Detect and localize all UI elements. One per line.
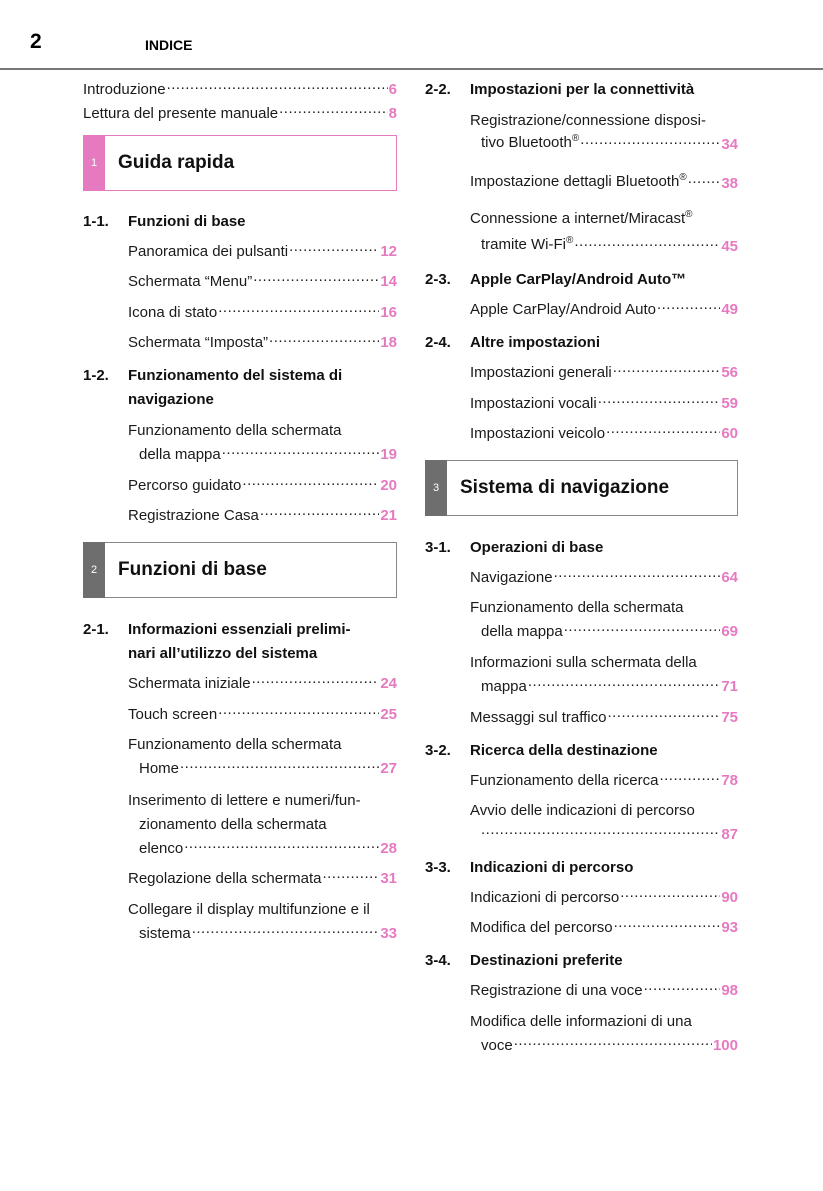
toc-entry[interactable]: Funzionamento della schermata della mappa ..... 19 bbox=[128, 419, 397, 467]
page-header bbox=[0, 0, 823, 70]
page-number: 2 bbox=[30, 30, 42, 53]
chapter-number-tab: 1 bbox=[83, 135, 105, 191]
chapter-title: Sistema di navigazione bbox=[460, 477, 670, 498]
chapter-title: Guida rapida bbox=[118, 152, 235, 173]
chapter-heading-3[interactable] bbox=[425, 460, 738, 516]
page-title: INDICE bbox=[145, 37, 193, 53]
toc-entry[interactable]: Connessione a internet/Miracast® tramite Wi-Fi® ..... 45 bbox=[470, 207, 738, 255]
toc-entry[interactable]: Informazioni sulla schermata della mappa ..... 71 bbox=[470, 651, 738, 699]
chapter-number-tab: 2 bbox=[83, 542, 105, 598]
chapter-number-tab: 3 bbox=[425, 460, 447, 516]
toc-entry[interactable]: Avvio delle indicazioni di percorso ..... 87 bbox=[470, 799, 738, 847]
chapter-title: Funzioni di base bbox=[118, 559, 267, 580]
toc-entry[interactable]: Collegare il display multifunzione e il sistema ..... 33 bbox=[128, 898, 397, 946]
toc-entry[interactable]: Registrazione/connessione disposi- tivo Bluetooth® ..... 34 bbox=[470, 109, 738, 157]
toc-entry[interactable]: Funzionamento della schermata Home ..... 27 bbox=[128, 733, 397, 781]
chapter-heading-1[interactable] bbox=[83, 135, 397, 191]
toc-entry[interactable]: Funzionamento della schermata della mappa ..... 69 bbox=[470, 596, 738, 644]
toc-entry[interactable]: Inserimento di lettere e numeri/fun- zionamento della schermata elenco ..... 28 bbox=[128, 789, 397, 861]
toc-entry[interactable]: Modifica delle informazioni di una voce ..... 100 bbox=[470, 1010, 738, 1058]
chapter-heading-2[interactable] bbox=[83, 542, 397, 598]
header-divider bbox=[0, 68, 823, 70]
